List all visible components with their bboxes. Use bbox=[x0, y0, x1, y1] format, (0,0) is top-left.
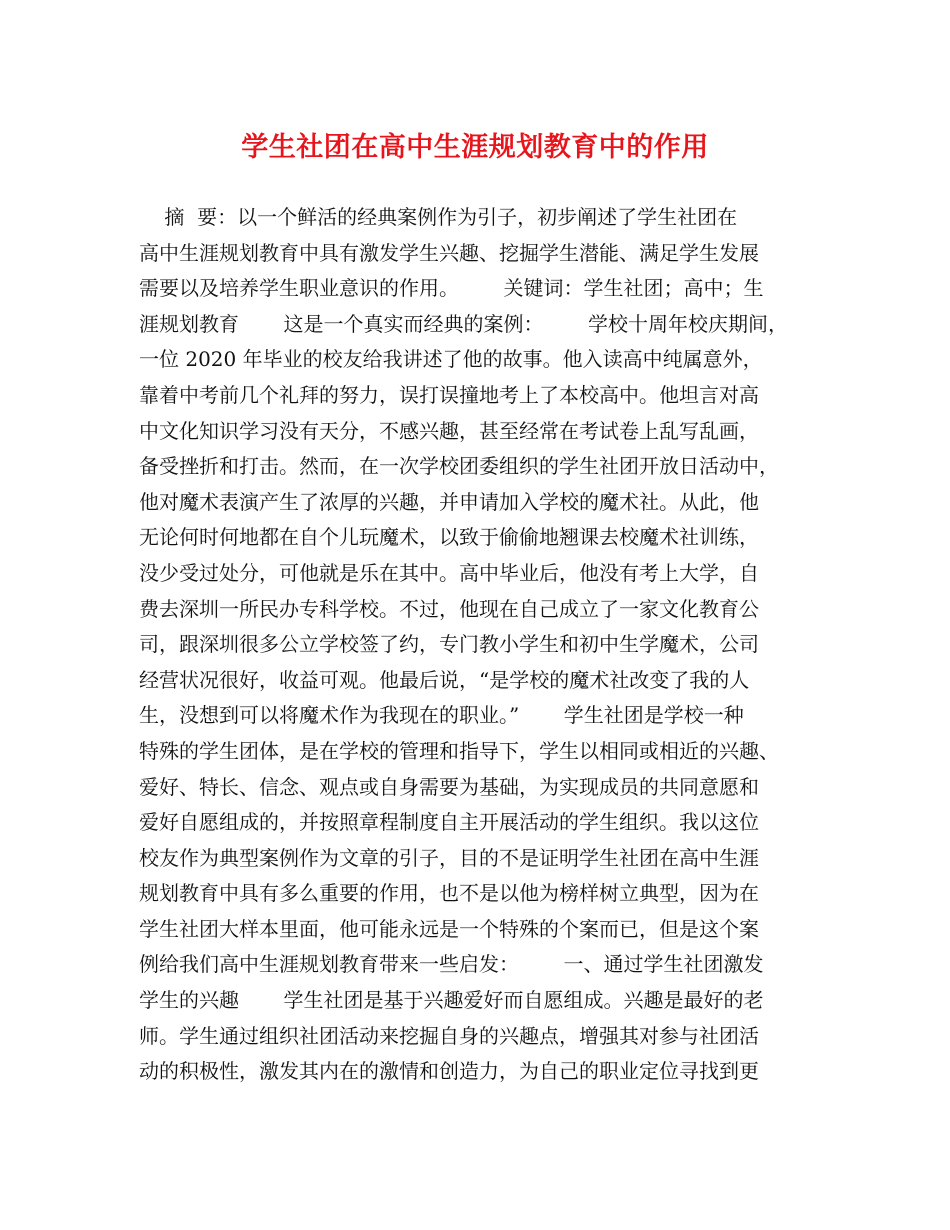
body-line: 靠着中考前几个礼拜的努力，误打误撞地考上了本校高中。他坦言对高 bbox=[139, 382, 759, 407]
body-line: 学生的兴趣 学生社团是基于兴趣爱好而自愿组成。兴趣是最好的老 bbox=[139, 988, 764, 1013]
body-line: 经营状况很好，收益可观。他最后说，“是学校的魔术社改变了我的人 bbox=[139, 667, 750, 692]
body-line: 学生社团大样本里面，他可能永远是一个特殊的个案而已，但是这个案 bbox=[139, 916, 759, 941]
body-line: 涯规划教育 这是一个真实而经典的案例： 学校十周年校庆期间， bbox=[139, 311, 789, 336]
body-line: 摘 要：以一个鲜活的经典案例作为引子，初步阐述了学生社团在 bbox=[139, 205, 738, 229]
document-body bbox=[139, 200, 819, 1090]
body-line: 无论何时何地都在自个儿玩魔术，以致于偷偷地翘课去校魔术社训练， bbox=[139, 525, 759, 550]
body-line: 费去深圳一所民办专科学校。不过，他现在自己成立了一家文化教育公 bbox=[139, 596, 759, 621]
body-line: 规划教育中具有多么重要的作用，也不是以他为榜样树立典型，因为在 bbox=[139, 881, 759, 906]
body-line: 例给我们高中生涯规划教育带来一些启发： 一、通过学生社团激发 bbox=[139, 952, 764, 977]
body-line: 校友作为典型案例作为文章的引子，目的不是证明学生社团在高中生涯 bbox=[139, 845, 759, 870]
body-line: 中文化知识学习没有天分，不感兴趣，甚至经常在考试卷上乱写乱画， bbox=[139, 418, 759, 443]
body-line: 师。学生通过组织社团活动来挖掘自身的兴趣点，增强其对参与社团活 bbox=[139, 1023, 759, 1048]
body-line: 没少受过处分，可他就是乐在其中。高中毕业后，他没有考上大学，自 bbox=[139, 560, 759, 585]
body-line: 特殊的学生团体，是在学校的管理和指导下，学生以相同或相近的兴趣、 bbox=[139, 738, 779, 763]
body-line: 一位 2020 年毕业的校友给我讲述了他的故事。他入读高中纯属意外， bbox=[139, 347, 763, 372]
body-line: 他对魔术表演产生了浓厚的兴趣，并申请加入学校的魔术社。从此，他 bbox=[139, 489, 759, 514]
body-line: 司，跟深圳很多公立学校签了约，专门教小学生和初中生学魔术，公司 bbox=[139, 632, 759, 657]
body-line: 需要以及培养学生职业意识的作用。 关键词：学生社团；高中；生 bbox=[139, 276, 764, 301]
document-title: 学生社团在高中生涯规划教育中的作用 bbox=[241, 132, 709, 163]
body-line: 高中生涯规划教育中具有激发学生兴趣、挖掘学生潜能、满足学生发展 bbox=[139, 240, 759, 265]
body-line: 爱好、特长、信念、观点或自身需要为基础，为实现成员的共同意愿和 bbox=[139, 774, 759, 799]
body-line: 动的积极性，激发其内在的激情和创造力，为自己的职业定位寻找到更 bbox=[139, 1059, 759, 1084]
body-line: 备受挫折和打击。然而，在一次学校团委组织的学生社团开放日活动中， bbox=[139, 454, 779, 479]
body-line: 生，没想到可以将魔术作为我现在的职业。” 学生社团是学校一种 bbox=[139, 703, 744, 728]
body-line: 爱好自愿组成的，并按照章程制度自主开展活动的学生组织。我以这位 bbox=[139, 810, 759, 835]
